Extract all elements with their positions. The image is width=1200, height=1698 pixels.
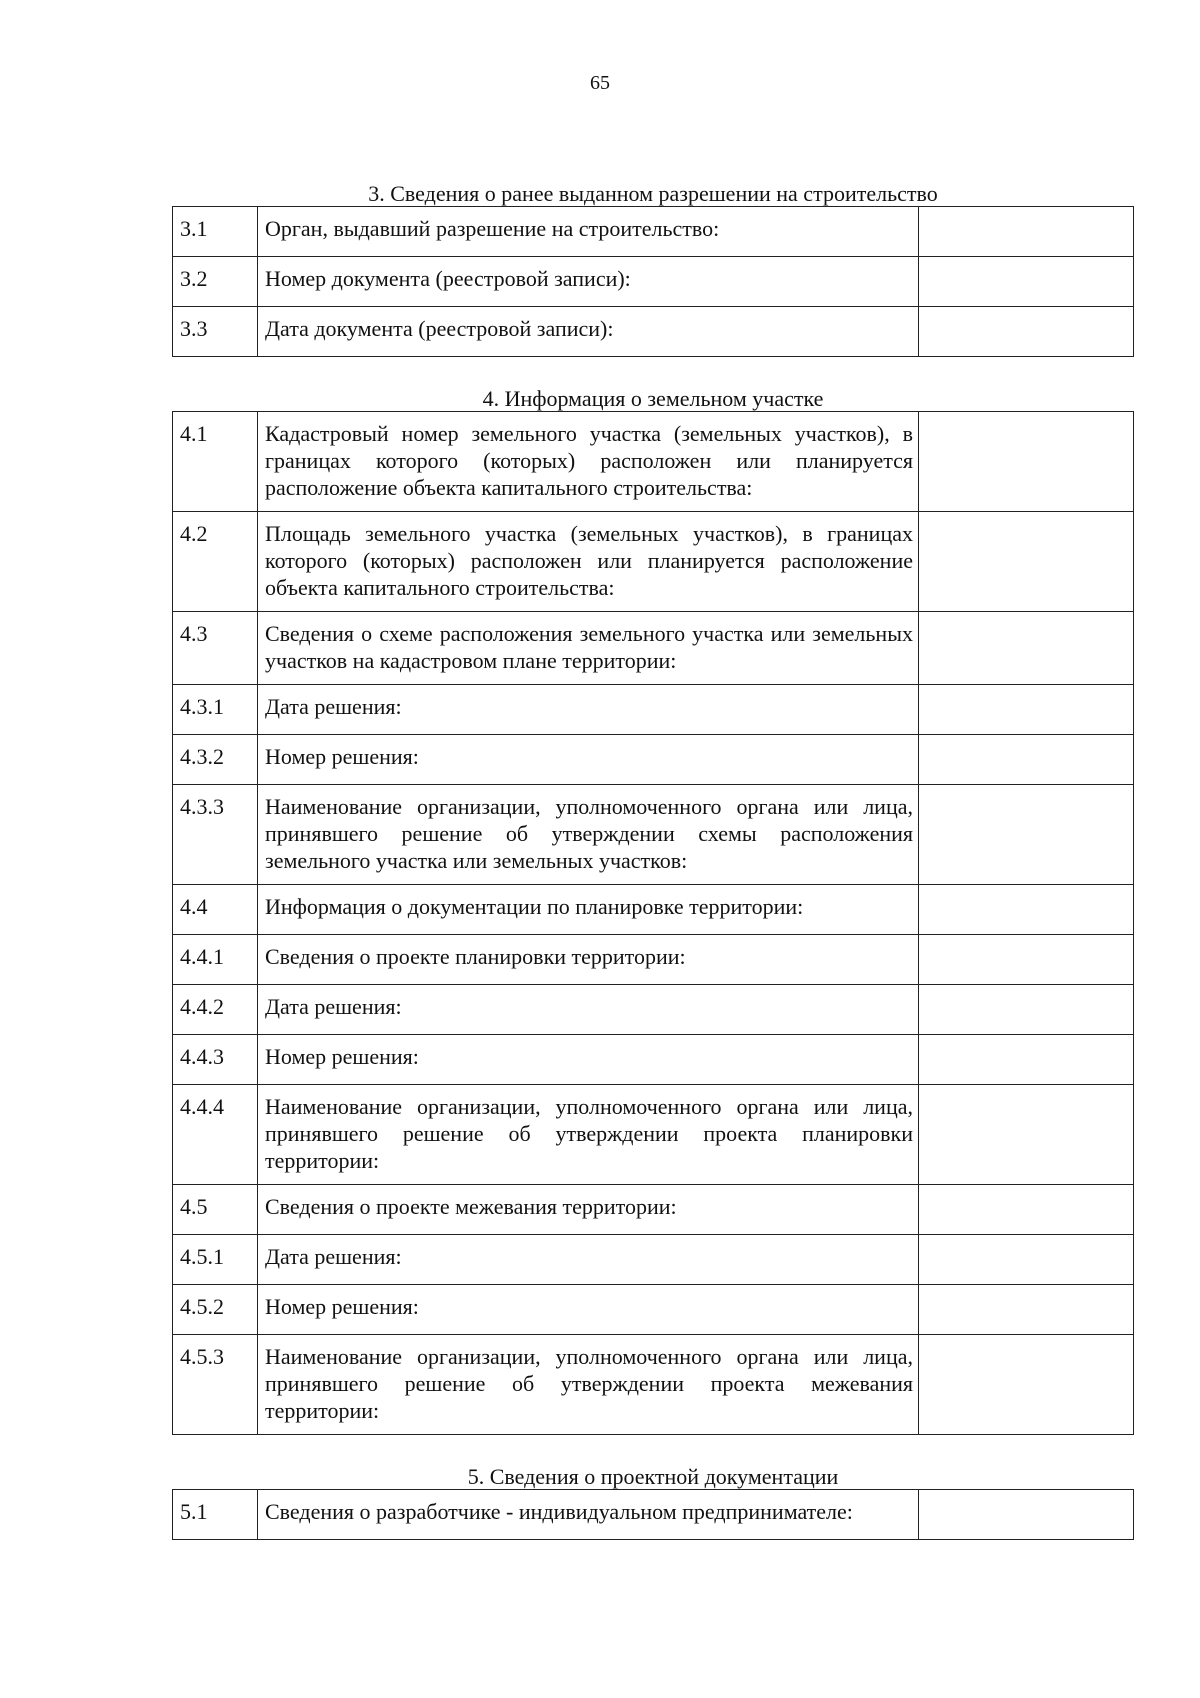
row-number: 4.3.2 — [173, 735, 258, 785]
row-label: Номер решения: — [258, 1285, 919, 1335]
row-number: 4.1 — [173, 412, 258, 512]
row-label: Сведения о проекте планировки территории: — [258, 935, 919, 985]
row-value-cell[interactable] — [919, 1490, 1134, 1540]
table-row — [173, 1035, 1134, 1085]
table-row — [173, 1185, 1134, 1235]
row-number: 3.2 — [173, 257, 258, 307]
table-row — [173, 685, 1134, 735]
section-title: 3. Сведения о ранее выданном разрешении на строительство — [368, 181, 938, 206]
row-value-cell[interactable] — [919, 885, 1134, 935]
section-4 — [172, 387, 1134, 1435]
table-row — [173, 1235, 1134, 1285]
row-label: Наименование организации, уполномоченного органа или лица, принявшего решение об утверждении схемы расположения земельного участка или земельных участков: — [258, 785, 919, 885]
row-number: 4.4.1 — [173, 935, 258, 985]
row-value-cell[interactable] — [919, 1085, 1134, 1185]
table-row — [173, 612, 1134, 685]
table-row — [173, 257, 1134, 307]
row-number: 4.2 — [173, 512, 258, 612]
section-3 — [172, 182, 1134, 357]
row-number: 4.5 — [173, 1185, 258, 1235]
row-label: Номер документа (реестровой записи): — [258, 257, 919, 307]
row-number: 4.4.4 — [173, 1085, 258, 1185]
row-value-cell[interactable] — [919, 612, 1134, 685]
row-label: Дата решения: — [258, 1235, 919, 1285]
row-number: 4.5.3 — [173, 1335, 258, 1435]
table-row — [173, 885, 1134, 935]
row-value-cell[interactable] — [919, 1335, 1134, 1435]
row-label: Сведения о схеме расположения земельного участка или земельных участков на кадастровом плане территории: — [258, 612, 919, 685]
row-label: Площадь земельного участка (земельных участков), в границах которого (которых) расположен или планируется расположение объекта капитального строительства: — [258, 512, 919, 612]
row-number: 5.1 — [173, 1490, 258, 1540]
row-label: Номер решения: — [258, 1035, 919, 1085]
table-row — [173, 412, 1134, 512]
row-value-cell[interactable] — [919, 985, 1134, 1035]
row-number: 4.5.2 — [173, 1285, 258, 1335]
table-row — [173, 207, 1134, 257]
table-row — [173, 935, 1134, 985]
row-number: 4.3.1 — [173, 685, 258, 735]
table-row — [173, 785, 1134, 885]
row-label: Номер решения: — [258, 735, 919, 785]
row-value-cell[interactable] — [919, 412, 1134, 512]
row-value-cell[interactable] — [919, 1235, 1134, 1285]
table-row — [173, 1490, 1134, 1540]
row-number: 4.4.3 — [173, 1035, 258, 1085]
section-title: 4. Информация о земельном участке — [482, 386, 824, 411]
row-value-cell[interactable] — [919, 935, 1134, 985]
table-row — [173, 1335, 1134, 1435]
row-value-cell[interactable] — [919, 307, 1134, 357]
row-label: Дата документа (реестровой записи): — [258, 307, 919, 357]
row-value-cell[interactable] — [919, 207, 1134, 257]
section-table — [172, 1489, 1134, 1540]
row-value-cell[interactable] — [919, 735, 1134, 785]
table-row — [173, 1085, 1134, 1185]
row-number: 4.4.2 — [173, 985, 258, 1035]
row-number: 3.3 — [173, 307, 258, 357]
section-5 — [172, 1465, 1134, 1540]
row-value-cell[interactable] — [919, 785, 1134, 885]
row-number: 4.4 — [173, 885, 258, 935]
table-row — [173, 985, 1134, 1035]
row-number: 3.1 — [173, 207, 258, 257]
row-value-cell[interactable] — [919, 1285, 1134, 1335]
row-value-cell[interactable] — [919, 1185, 1134, 1235]
row-label: Сведения о разработчике - индивидуальном предпринимателе: — [258, 1490, 919, 1540]
row-number: 4.3.3 — [173, 785, 258, 885]
table-row — [173, 512, 1134, 612]
row-label: Дата решения: — [258, 685, 919, 735]
row-label: Дата решения: — [258, 985, 919, 1035]
row-value-cell[interactable] — [919, 685, 1134, 735]
row-label: Орган, выдавший разрешение на строительство: — [258, 207, 919, 257]
row-number: 4.5.1 — [173, 1235, 258, 1285]
row-label: Наименование организации, уполномоченного органа или лица, принявшего решение об утверждении проекта межевания территории: — [258, 1335, 919, 1435]
row-value-cell[interactable] — [919, 257, 1134, 307]
row-label: Сведения о проекте межевания территории: — [258, 1185, 919, 1235]
row-label: Кадастровый номер земельного участка (земельных участков), в границах которого (которых) расположен или планируется расположение объекта капитального строительства: — [258, 412, 919, 512]
row-value-cell[interactable] — [919, 1035, 1134, 1085]
table-row — [173, 735, 1134, 785]
table-row — [173, 307, 1134, 357]
row-label: Наименование организации, уполномоченного органа или лица, принявшего решение об утверждении проекта планировки территории: — [258, 1085, 919, 1185]
row-number: 4.3 — [173, 612, 258, 685]
page-number: 65 — [590, 72, 610, 94]
row-value-cell[interactable] — [919, 512, 1134, 612]
section-table — [172, 206, 1134, 357]
section-title: 5. Сведения о проектной документации — [467, 1464, 839, 1489]
section-table — [172, 411, 1134, 1435]
row-label: Информация о документации по планировке территории: — [258, 885, 919, 935]
table-row — [173, 1285, 1134, 1335]
